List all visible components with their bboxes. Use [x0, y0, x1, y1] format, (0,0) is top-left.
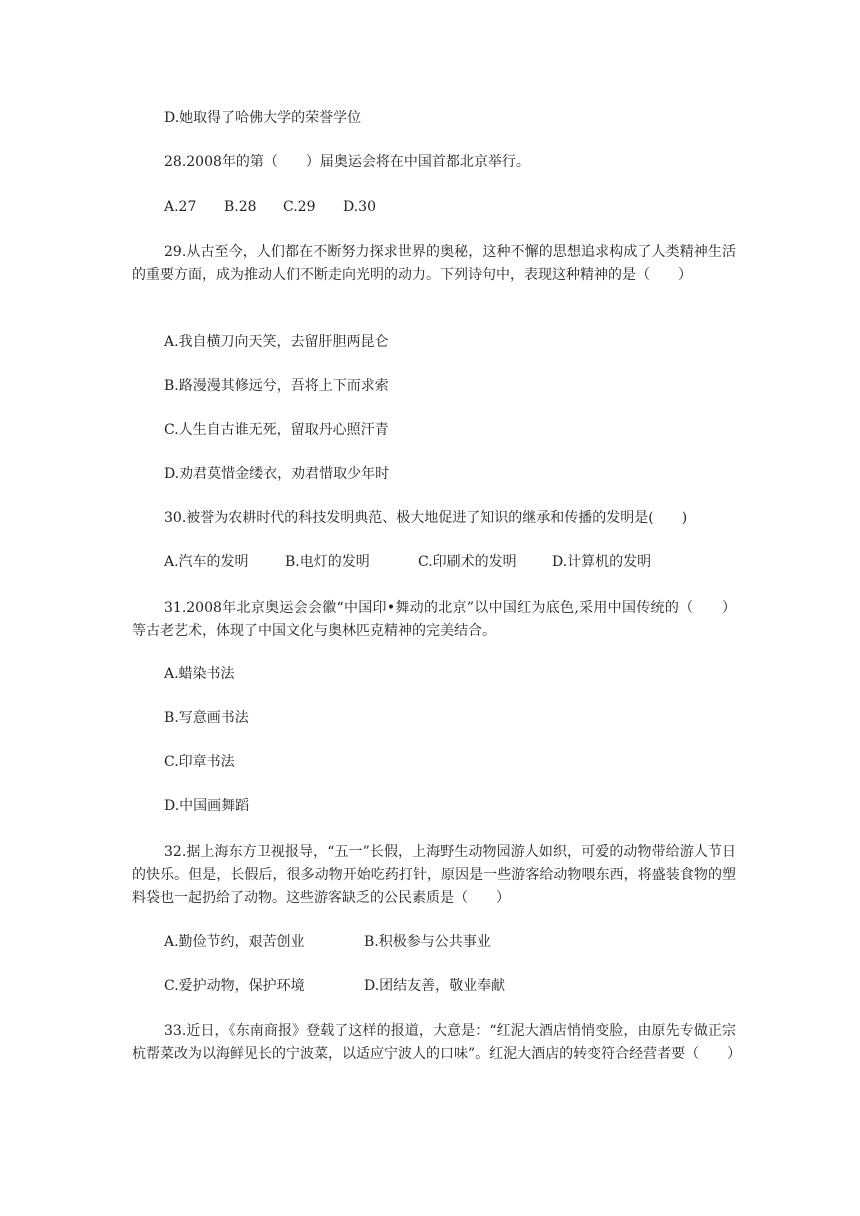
q32-options-row2 — [164, 976, 505, 996]
q31-stem — [132, 597, 736, 643]
q30-option-a: A.汽车的发明 — [164, 554, 249, 570]
q30-stem: 30.被誉为农耕时代的科技发明典范、极大地促进了知识的继承和传播的发明是( ) — [164, 510, 688, 526]
q33-stem — [132, 1020, 742, 1066]
q32-stem — [132, 841, 736, 910]
q27-option-d: D.她取得了哈佛大学的荣誉学位 — [164, 110, 362, 126]
q32-stem-text: 32.据上海东方卫视报导，“五一”长假，上海野生动物园游人如织，可爱的动物带给游人节日的快乐。但是，长假后，很多动物开始吃药打针，原因是一些游客给动物喂东西，将盛装食物的塑料袋也一起扔给了动物。这些游客缺乏的公民素质是（ ） — [132, 844, 736, 906]
q28-option-d: D.30 — [343, 199, 376, 215]
q32-options-row1 — [164, 932, 491, 952]
q32-option-d: D.团结友善，敬业奉献 — [364, 978, 506, 994]
q32-option-c: C.爱护动物，保护环境 — [164, 978, 305, 994]
q31-option-a: A.蜡染书法 — [164, 666, 235, 682]
q28-option-c: C.29 — [283, 199, 316, 215]
q29-option-d: D.劝君莫惜金缕衣，劝君惜取少年时 — [164, 466, 390, 482]
q29-stem-text: 29.从古至今，人们都在不断努力探求世界的奥秘，这种不懈的思想追求构成了人类精神生活的重要方面，成为推动人们不断走向光明的动力。下列诗句中，表现这种精神的是（ ） — [132, 244, 736, 283]
q30-option-d: D.计算机的发明 — [552, 554, 652, 570]
q31-option-b: B.写意画书法 — [164, 710, 249, 726]
q31-stem-text: 31.2008年北京奥运会会徽“中国印•舞动的北京”以中国红为底色,采用中国传统的（ ）等古老艺术，体现了中国文化与奥林匹克精神的完美结合。 — [132, 600, 736, 639]
q33-stem-text: 33.近日，《东南商报》登载了这样的报道，大意是：“红泥大酒店悄悄变脸，由原先专做正宗杭帮菜改为以海鲜见长的宁波菜，以适应宁波人的口味”。红泥大酒店的转变符合经营者要（ ） — [132, 1023, 742, 1062]
q29-option-b: B.路漫漫其修远兮，吾将上下而求索 — [164, 378, 389, 394]
q31-option-c: C.印章书法 — [164, 754, 235, 770]
q30-option-c: C.印刷术的发明 — [418, 554, 517, 570]
q31-option-d: D.中国画舞蹈 — [164, 798, 250, 814]
q28-option-a: A.27 — [164, 199, 197, 215]
q29-option-a: A.我自横刀向天笑，去留肝胆两昆仑 — [164, 334, 389, 350]
q29-option-c: C.人生自古谁无死，留取丹心照汗青 — [164, 422, 389, 438]
q32-option-b: B.积极参与公共事业 — [364, 934, 491, 950]
q28-options — [164, 197, 376, 217]
q29-stem — [132, 241, 736, 287]
q30-option-b: B.电灯的发明 — [285, 554, 370, 570]
q28-stem: 28.2008年的第（ ）届奥运会将在中国首都北京举行。 — [164, 154, 530, 170]
q32-option-a: A.勤俭节约，艰苦创业 — [164, 934, 305, 950]
q28-option-b: B.28 — [224, 199, 257, 215]
q30-options — [164, 552, 651, 572]
